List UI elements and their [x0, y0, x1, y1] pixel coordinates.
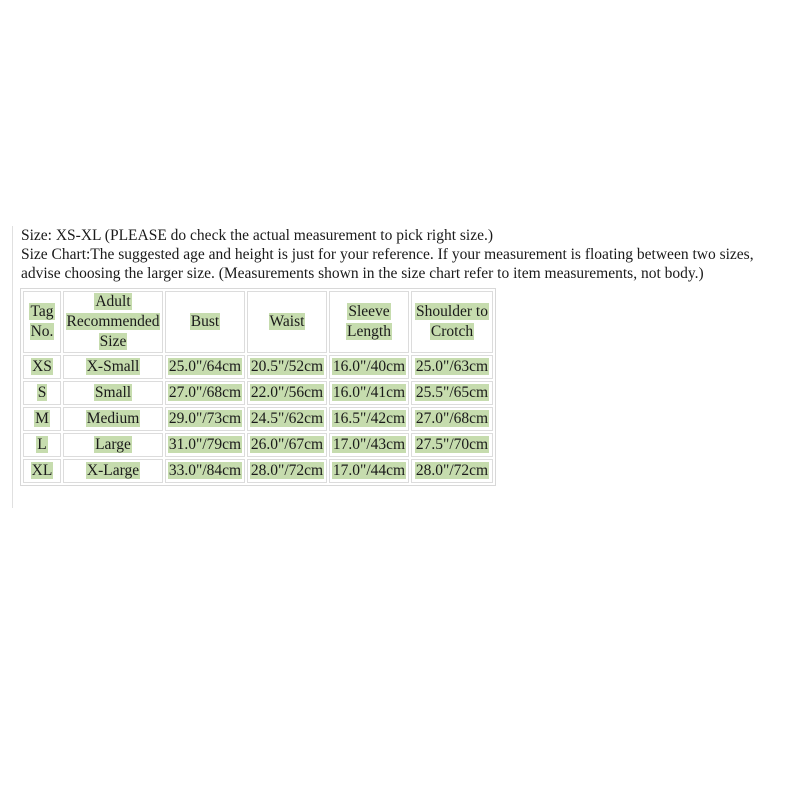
cell-shoulder [411, 433, 493, 457]
cell-text: M [35, 410, 49, 427]
size-chart-note-continued: advise choosing the larger size. (Measurements shown in the size chart refer to item measurements, not body.) [21, 265, 704, 282]
cell-tag [23, 459, 61, 483]
cell-text: 17.0"/44cm [332, 462, 406, 479]
cell-bust [165, 355, 245, 379]
cell-size [63, 459, 163, 483]
cell-text: 16.5"/42cm [332, 410, 406, 427]
cell-waist [247, 355, 327, 379]
cell-text: 25.5"/65cm [415, 384, 489, 401]
cell-text: 16.0"/40cm [332, 358, 406, 375]
cell-text: 28.0"/72cm [415, 462, 489, 479]
cell-text: 24.5"/62cm [250, 410, 324, 427]
header-text: Bust [190, 313, 220, 330]
size-range-note: Size: XS-XL (PLEASE do check the actual measurement to pick right size.) [21, 227, 494, 244]
header-text: Tag [30, 303, 54, 320]
cell-waist [247, 433, 327, 457]
cell-text: 28.0"/72cm [250, 462, 324, 479]
cell-bust [165, 433, 245, 457]
cell-text: 29.0"/73cm [168, 410, 242, 427]
cell-text: Medium [86, 410, 140, 427]
header-text: Length [347, 323, 391, 340]
header-tag-no [23, 291, 61, 353]
header-waist [247, 291, 327, 353]
header-shoulder-to-crotch [411, 291, 493, 353]
header-text: Recommended [66, 313, 160, 330]
cell-text: 27.0"/68cm [415, 410, 489, 427]
cell-text: 27.0"/68cm [168, 384, 242, 401]
cell-shoulder [411, 355, 493, 379]
cell-bust [165, 381, 245, 405]
header-text: Size [99, 333, 127, 350]
table-row [23, 355, 493, 379]
cell-size [63, 433, 163, 457]
cell-size [63, 355, 163, 379]
cell-sleeve [329, 433, 409, 457]
cell-size [63, 381, 163, 405]
cell-sleeve [329, 381, 409, 405]
cell-text: 20.5"/52cm [250, 358, 324, 375]
table-row [23, 407, 493, 431]
cell-shoulder [411, 459, 493, 483]
header-text: Shoulder to [416, 303, 488, 320]
cell-text: X-Small [86, 358, 140, 375]
cell-text: S [37, 384, 47, 401]
cell-tag [23, 355, 61, 379]
cell-text: 31.0"/79cm [168, 436, 242, 453]
cell-tag [23, 433, 61, 457]
cell-text: 33.0"/84cm [168, 462, 242, 479]
cell-sleeve [329, 355, 409, 379]
cell-waist [247, 381, 327, 405]
cell-bust [165, 407, 245, 431]
cell-text: 25.0"/63cm [415, 358, 489, 375]
header-text: No. [30, 323, 54, 340]
header-sleeve-length [329, 291, 409, 353]
cell-waist [247, 459, 327, 483]
table-row [23, 433, 493, 457]
cell-text: 26.0"/67cm [250, 436, 324, 453]
size-chart-section [12, 226, 800, 508]
cell-text: 16.0"/41cm [332, 384, 406, 401]
header-text: Waist [269, 313, 305, 330]
cell-text: Small [94, 384, 132, 401]
cell-sleeve [329, 459, 409, 483]
table-header-row [23, 291, 493, 353]
cell-size [63, 407, 163, 431]
header-bust [165, 291, 245, 353]
cell-sleeve [329, 407, 409, 431]
header-text: Crotch [430, 323, 474, 340]
cell-tag [23, 381, 61, 405]
size-chart-note: Size Chart:The suggested age and height is just for your reference. If your measurement is floating between two sizes, [21, 246, 754, 263]
intro-text [21, 226, 800, 283]
cell-text: X-Large [86, 462, 140, 479]
cell-shoulder [411, 407, 493, 431]
cell-text: 22.0"/56cm [250, 384, 324, 401]
table-row [23, 381, 493, 405]
cell-text: Large [95, 436, 131, 453]
cell-text: 25.0"/64cm [168, 358, 242, 375]
cell-shoulder [411, 381, 493, 405]
header-text: Sleeve [348, 303, 390, 320]
header-recommended-size [63, 291, 163, 353]
cell-waist [247, 407, 327, 431]
cell-bust [165, 459, 245, 483]
size-table [20, 288, 496, 486]
cell-text: XS [32, 358, 52, 375]
cell-tag [23, 407, 61, 431]
cell-text: 17.0"/43cm [332, 436, 406, 453]
cell-text: L [37, 436, 47, 453]
table-row [23, 459, 493, 483]
cell-text: 27.5"/70cm [415, 436, 489, 453]
header-text: Adult [95, 293, 131, 310]
cell-text: XL [31, 462, 53, 479]
